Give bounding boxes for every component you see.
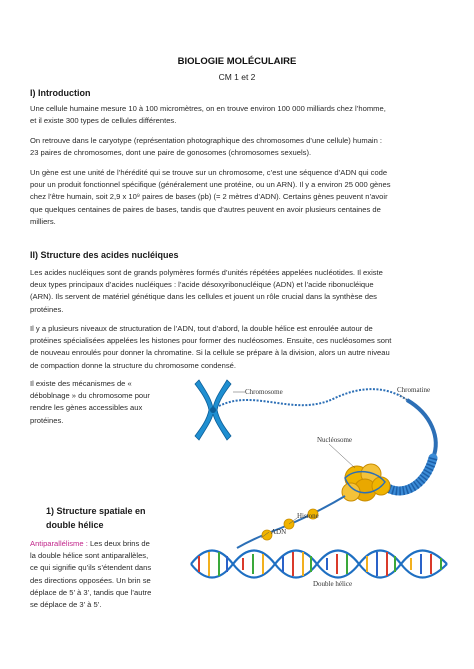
section-heading-structure: II) Structure des acides nucléiques <box>30 250 179 260</box>
label-double-helice: Double hélice <box>313 580 353 588</box>
text-line <box>30 538 151 550</box>
document-title: BIOLOGIE MOLÉCULAIRE <box>177 56 297 67</box>
label-histone: Histone <box>297 512 319 520</box>
text-line: de nouveau enroulés pour donner la chromatine. Si la cellule se prépare à la division, alors un autre niveau <box>30 348 390 358</box>
antiparallel-paragraph <box>30 538 151 611</box>
heading-line: double hélice <box>46 520 104 530</box>
section-heading-introduction: I) Introduction <box>30 88 91 98</box>
linker-dna <box>237 496 345 548</box>
text-line: ce qui signifie qu’ils s’étendent dans <box>30 563 152 573</box>
label-chromatine: Chromatine <box>397 386 431 394</box>
text-line: Un gène est une unité de l’hérédité qui se trouve sur un chromosome, c’est une séquence d’ADN qui code <box>30 168 388 177</box>
text-line: se déplace de 3’ à 5’. <box>30 600 102 610</box>
subsection-heading-spatial-structure <box>46 504 146 532</box>
label-adn: ADN <box>271 528 287 536</box>
text-line: milliers. <box>30 216 56 226</box>
text-line: protéines spécialisées appelées les histones pour former des nucléosomes. Ensuite, ces nucléosomes sont <box>30 336 392 346</box>
label-chromosome: Chromosome <box>245 388 283 396</box>
antiparallel-term: Antiparallélisme : <box>30 539 88 548</box>
text-line: Il existe des mécanismes de « <box>30 379 132 388</box>
text-line: que quelques centaines de paires de bases, tandis que d’autres peuvent en avoir plusieurs centaines de <box>30 204 381 214</box>
heading-line: 1) Structure spatiale en <box>46 506 146 516</box>
text-line: deux types principaux d’acides nucléiques : l’acide désoxyribonucléique (ADN) et l’acide ribonucléique <box>30 280 374 290</box>
text-line: déboblnage » du chromosome pour <box>30 391 150 401</box>
text-line: de compaction donne la structure du chromosome condensé. <box>30 360 236 370</box>
text-line: pour un produit fonctionnel spécifique (généralement une protéine, ou un ARN). Il y a environ 25 000 gènes <box>30 180 391 190</box>
text-line: Les acides nucléiques sont de grands polymères formés d’unités répétées appelées nucléotides. Il existe <box>30 268 383 277</box>
text-line: rendre les gènes accessibles aux <box>30 403 143 413</box>
text-line: Il y a plusieurs niveaux de structuration de l’ADN, tout d’abord, la double hélice est enroulée autour de <box>30 324 373 333</box>
intro-paragraph-1 <box>30 103 386 127</box>
structure-paragraph-1 <box>30 267 383 316</box>
text-line: On retrouve dans le caryotype (représentation photographique des chromosomes d’une cellule) humain : <box>30 136 383 145</box>
text-line: protéines. <box>30 415 64 425</box>
document-subtitle: CM 1 et 2 <box>218 72 256 82</box>
chromosome-figure <box>195 380 231 440</box>
label-leader-lines <box>233 392 407 538</box>
base-pairs <box>199 552 441 576</box>
text-line: 23 paires de chromosomes, dont une paire de gonosomes (chromosomes sexuels). <box>30 148 312 158</box>
text-line: protéines. <box>30 304 64 314</box>
text-line: Une cellule humaine mesure 10 à 100 micromètres, on en trouve environ 100 000 milliards chez l’homme, <box>30 104 386 113</box>
double-helix <box>191 551 447 578</box>
text-line: déplace de 5’ à 3’, tandis que l’autre <box>30 587 152 597</box>
intro-paragraph-2 <box>30 135 382 159</box>
structure-paragraph-2 <box>30 323 391 372</box>
structure-paragraph-3 <box>30 378 150 427</box>
text-line: chez l’être humain, soit 2,9 x 10⁹ paires de bases (pb) (= 2 mètres d’ADN). Certains gènes peuvent n’avoir <box>30 192 388 202</box>
text-line: et il existe 300 types de cellules différentes. <box>30 116 177 126</box>
intro-paragraph-3 <box>30 167 391 228</box>
dna-structure-diagram <box>185 378 455 588</box>
label-nucleosome: Nucléosome <box>317 436 352 444</box>
text-line: la double hélice sont antiparallèles, <box>30 551 149 561</box>
nucleosome-cluster <box>342 464 390 501</box>
text-line: des directions opposées. Un brin se <box>30 575 151 585</box>
text-line: (ARN). Ils servent de matériel génétique dans les cellules et jouent un rôle crucial dans la synthèse des <box>30 292 377 302</box>
text-fragment: Les deux brins de <box>87 539 150 548</box>
